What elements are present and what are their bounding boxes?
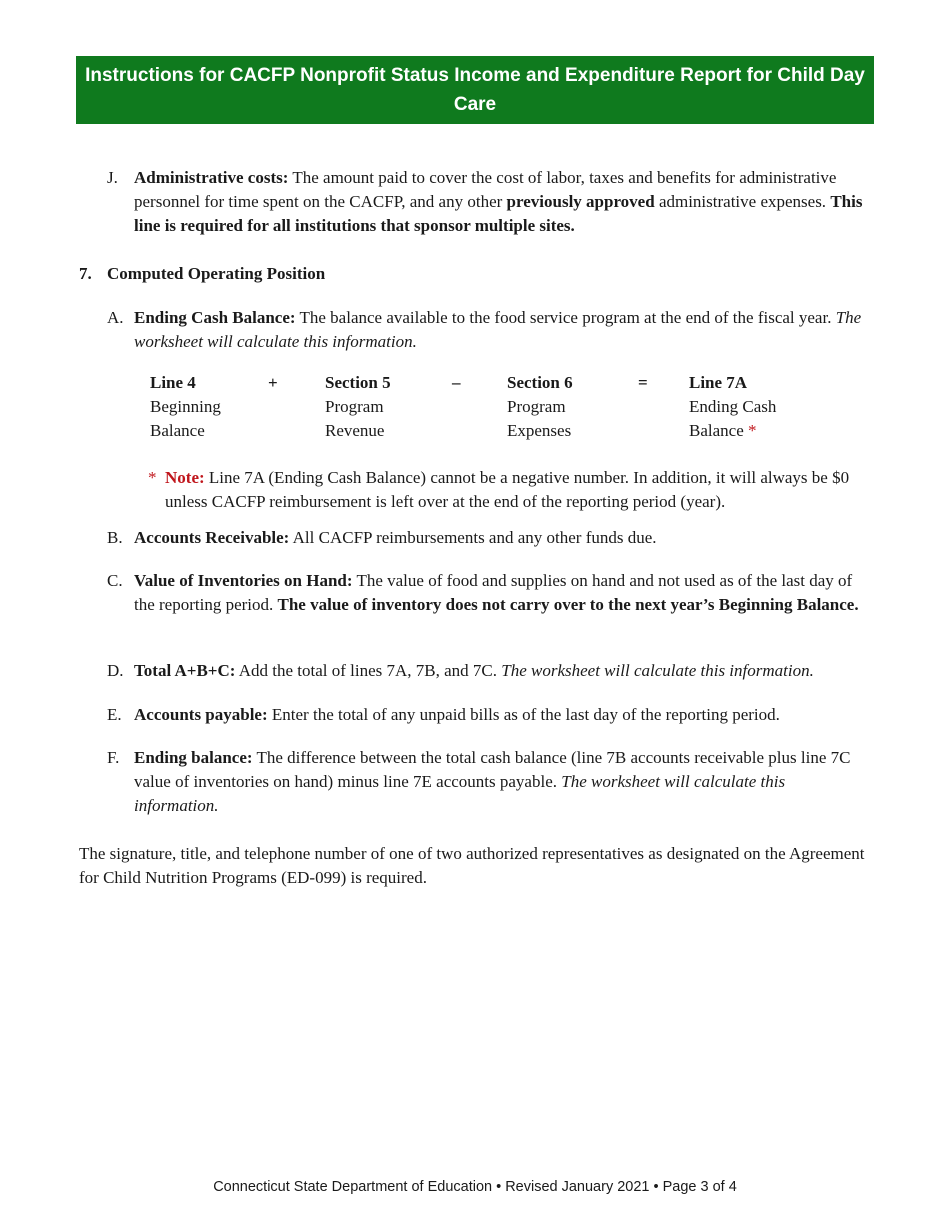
eq-line7a-l1: Ending Cash [689,397,777,416]
title-line-1: Instructions for CACFP Nonprofit Status Income and Expenditure Report for Child Day Care [85,65,865,115]
item-term: Accounts Receivable: [134,528,290,547]
item-term: Ending balance: [134,748,253,767]
title-line-2: Centers, Emergency Shelters, At-risk Afterschool Programs, and Adult Day Care Centers [113,123,837,173]
negative-balance-note: * Note: Line 7A (Ending Cash Balance) cannot be a negative number. In addition, it will always be $0 unless CACFP reimbursement is left over at the end of the reporting period (year). [148,468,850,511]
minus-operator: – [452,373,461,392]
item-marker: E. [107,705,122,724]
ending-cash-equation [150,371,799,443]
item-marker: J. [107,168,118,187]
item-term: Accounts payable: [134,705,268,724]
section-7-heading [79,262,325,286]
item-term: Ending Cash Balance: [134,308,296,327]
asterisk-icon: * [748,421,757,440]
item-b-accounts-receivable: B. Accounts Receivable: All CACFP reimbursements and any other funds due. [107,526,872,550]
plus-operator: + [268,373,278,392]
eq-section6-l2: Expenses [507,421,572,440]
signature-requirement-paragraph: The signature, title, and telephone number of one of two authorized representatives as designated on the Agreement for Child Nutrition Programs (ED-099) is required. [79,844,865,887]
item-marker: F. [107,748,120,767]
item-marker: C. [107,571,123,590]
item-c-inventories: C. Value of Inventories on Hand: The value of food and supplies on hand and not used as of the last day of the reporting period. The value of inventory does not carry over to the next year’s Beginning Balance. [107,571,859,614]
eq-line4-head: Line 4 [150,373,196,392]
eq-line7a-head: Line 7A [689,373,748,392]
item-marker: D. [107,661,124,680]
item-e-accounts-payable: E. Accounts payable: Enter the total of any unpaid bills as of the last day of the reporting period. [107,703,872,727]
page-footer: Connecticut State Department of Education • Revised January 2021 • Page 3 of 4 [213,1179,737,1195]
item-term: Administrative costs: [134,168,289,187]
eq-line4-l2: Balance [150,421,205,440]
section-number: 7. [79,264,92,283]
asterisk-icon: * [148,468,157,487]
item-term: Total A+B+C: [134,661,236,680]
item-marker: B. [107,528,123,547]
section-title: Computed Operating Position [107,264,326,283]
item-marker: A. [107,308,124,327]
eq-line4-l1: Beginning [150,397,221,416]
equals-operator: = [638,373,648,392]
item-d-total: D. Total A+B+C: Add the total of lines 7A, 7B, and 7C. The worksheet will calculate this information. [107,659,872,683]
note-label: Note: [165,468,205,487]
item-f-ending-balance: F. Ending balance: The difference between the total cash balance (line 7B accounts receivable plus line 7C value of inventories on hand) minus line 7E accounts payable. The worksheet will calculate this information. [107,748,851,815]
eq-section5-l1: Program [325,397,384,416]
eq-line7a-l2: Balance [689,421,744,440]
document-title-banner [76,56,874,173]
eq-section5-head: Section 5 [325,373,391,392]
item-a-ending-cash-balance: A. Ending Cash Balance: The balance available to the food service program at the end of the fiscal year. The worksheet will calculate this information. [107,308,862,351]
item-term: Value of Inventories on Hand: [134,571,353,590]
eq-section6-head: Section 6 [507,373,573,392]
item-j-administrative-costs: J. Administrative costs: The amount paid to cover the cost of labor, taxes and benefits for administrative personnel for time spent on the CACFP, and any other previously approved administrative expenses. This line is required for all institutions that sponsor multiple sites. [107,168,863,235]
eq-section5-l2: Revenue [325,421,385,440]
eq-section6-l1: Program [507,397,566,416]
